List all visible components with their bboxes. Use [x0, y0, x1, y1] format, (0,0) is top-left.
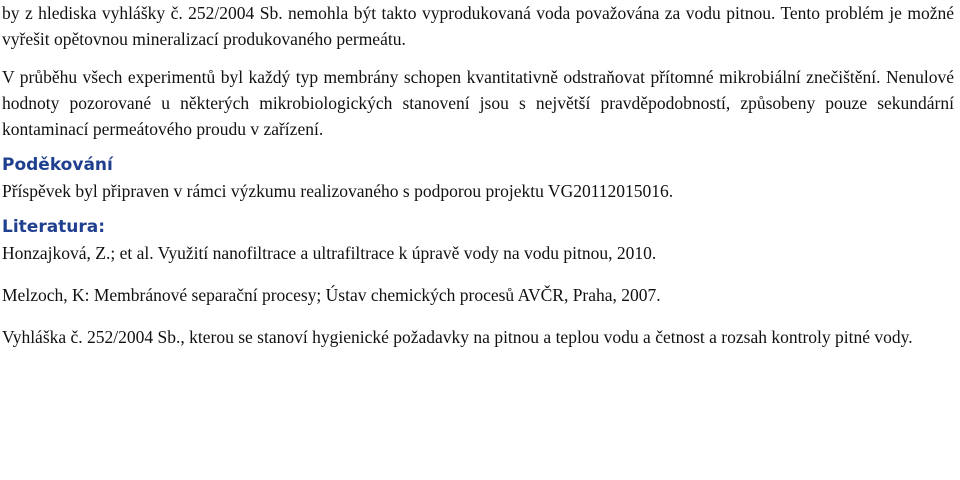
- results-paragraph: V průběhu všech experimentů byl každý typ membrány schopen kvantitativně odstraňovat přítomné mikrobiální znečištění. Nenulové hodnoty pozorované u některých mikrobiologických stanovení jsou s největší pravděpodobností, způsobeny pouze sekundární kontaminací permeátového proudu v zařízení.: [2, 67, 954, 139]
- literature-heading: Literatura:: [2, 217, 106, 237]
- reference-item: Vyhláška č. 252/2004 Sb., kterou se stanoví hygienické požadavky na pitnou a teplou vodu a četnost a rozsah kontroly pitné vody.: [2, 327, 913, 347]
- reference-item: Honzajková, Z.; et al. Využití nanofiltrace a ultrafiltrace k úpravě vody na vodu pitnou, 2010.: [2, 243, 657, 263]
- acknowledgement-heading: Poděkování: [2, 155, 113, 175]
- acknowledgement-text: Příspěvek byl připraven v rámci výzkumu realizovaného s podporou projektu VG20112015016.: [2, 181, 674, 201]
- reference-item: Melzoch, K: Membránové separační procesy; Ústav chemických procesů AVČR, Praha, 2007.: [2, 285, 661, 305]
- continuation-paragraph: by z hlediska vyhlášky č. 252/2004 Sb. nemohla být takto vyprodukovaná voda považována za vodu pitnou. Tento problém je možné vyřešit opětovnou mineralizací produkovaného permeátu.: [2, 3, 954, 49]
